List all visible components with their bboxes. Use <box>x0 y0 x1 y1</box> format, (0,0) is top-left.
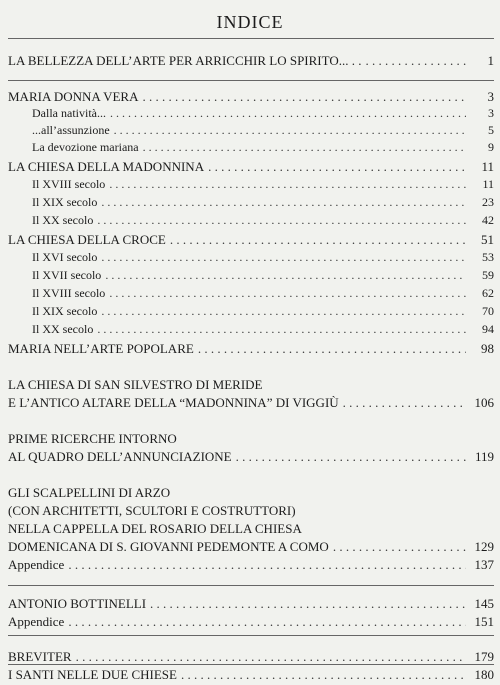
toc-entry[interactable]: E L’ANTICO ALTARE DELLA “MADONNINA” DI VIGGIÙ . . . 106 <box>8 394 494 411</box>
toc-entry-line: LA CHIESA DI SAN SILVESTRO DI MERIDE <box>8 377 263 392</box>
toc-entry[interactable]: AL QUADRO DELL’ANNUNCIAZIONE . . . 119 <box>8 448 494 465</box>
toc-entry[interactable]: Appendice . . . 137 <box>8 556 494 573</box>
divider <box>8 80 494 81</box>
divider <box>8 38 494 39</box>
toc-entry[interactable]: DOMENICANA DI S. GIOVANNI PEDEMONTE A COMO . . . 129 <box>8 538 494 555</box>
toc-entry-line: PRIME RICERCHE INTORNO <box>8 431 177 446</box>
divider <box>8 585 494 586</box>
toc-entry[interactable]: I SANTI NELLE DUE CHIESE . . . 180 <box>8 666 494 683</box>
toc-entry[interactable]: ANTONIO BOTTINELLI . . . 145 <box>8 595 494 612</box>
toc-subentry[interactable]: Il XVIII secolo . . . 11 <box>8 176 494 193</box>
toc-entry[interactable]: BREVITER . . . 179 <box>8 648 494 665</box>
toc-subentry[interactable]: Il XX secolo . . . 42 <box>8 212 494 229</box>
divider <box>8 664 494 665</box>
toc-entry-line: NELLA CAPPELLA DEL ROSARIO DELLA CHIESA <box>8 521 302 536</box>
toc-entry[interactable]: LA CHIESA DELLA MADONNINA . . . 11 <box>8 158 494 175</box>
toc-entry[interactable]: LA BELLEZZA DELL’ARTE PER ARRICCHIR LO SPIRITO... . . . . . 1 <box>8 52 494 69</box>
toc-subentry[interactable]: Il XIX secolo . . . 70 <box>8 303 494 320</box>
toc-subentry[interactable]: Il XX secolo . . . 94 <box>8 321 494 338</box>
toc-subentry[interactable]: Il XVI secolo . . . 53 <box>8 249 494 266</box>
toc-entry-line: (CON ARCHITETTI, SCULTORI E COSTRUTTORI) <box>8 503 296 518</box>
toc-subentry[interactable]: Il XVIII secolo . . . 62 <box>8 285 494 302</box>
toc-entry[interactable]: LA CHIESA DELLA CROCE . . . 51 <box>8 231 494 248</box>
divider <box>8 635 494 636</box>
toc-entry[interactable]: MARIA NELL’ARTE POPOLARE . . . 98 <box>8 340 494 357</box>
toc-entry[interactable]: MARIA DONNA VERA . . . 3 <box>8 88 494 105</box>
toc-subentry[interactable]: La devozione mariana . . . 9 <box>8 139 494 156</box>
toc-subentry[interactable]: Dalla natività... . . . 3 <box>8 105 494 122</box>
toc-entry-line: GLI SCALPELLINI DI ARZO <box>8 485 171 500</box>
page-title: INDICE <box>216 12 284 32</box>
toc-subentry[interactable]: Il XVII secolo . . . 59 <box>8 267 494 284</box>
toc-subentry[interactable]: ...all’assunzione . . . 5 <box>8 122 494 139</box>
toc-subentry[interactable]: Il XIX secolo . . . 23 <box>8 194 494 211</box>
toc-entry[interactable]: Appendice . . . 151 <box>8 613 494 630</box>
